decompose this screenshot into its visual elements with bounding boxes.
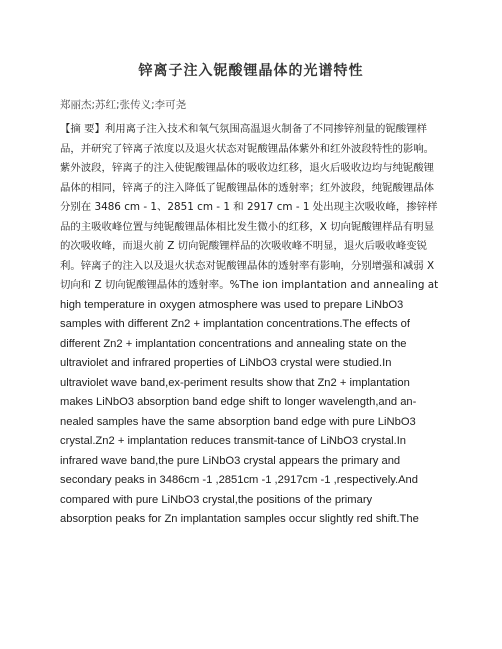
abstract-line: 紫外波段，锌离子的注入使铌酸锂晶体的吸收边红移，退火后吸收边均与纯铌酸锂	[60, 162, 435, 174]
abstract-line: absorption peaks for Zn implantation samples occur slightly red shift.The	[60, 513, 419, 525]
abstract	[60, 120, 448, 530]
abstract-line: 品，并研究了锌离子浓度以及退火状态对铌酸锂晶体紫外和红外波段特性的影响。	[60, 142, 435, 155]
abstract-line: secondary peaks in 3486cm -1 ,2851cm -1 ,2917cm -1 ,respectively.And	[60, 474, 418, 486]
abstract-line: makes LiNbO3 absorption band edge shift to longer wavelength,and an-	[60, 396, 417, 408]
abstract-line: nealed samples have the same absorption band edge with pure LiNbO3	[60, 415, 416, 428]
abstract-line: samples with different Zn2 + implantation concentrations.The effects of	[60, 318, 411, 330]
abstract-line: 【摘 要】利用离子注入技术和氧气氛围高温退火制备了不同掺锌剂量的铌酸锂样	[60, 123, 427, 135]
abstract-line: infrared wave band,the pure LiNbO3 crystal appears the primary and	[60, 454, 401, 467]
abstract-line: high temperature in oxygen atmosphere was used to prepare LiNbO3	[60, 298, 404, 311]
abstract-line: different Zn2 + implantation concentrations and annealing state on the	[60, 337, 407, 350]
abstract-line: ultraviolet wave band,ex-periment results show that Zn2 + implantation	[60, 376, 410, 389]
paper-authors: 郑丽杰;苏红;张传义;李可尧	[60, 99, 187, 111]
abstract-line: 切向和 Z 切向铌酸锂晶体的透射率。%The ion implantation and annealing at	[60, 279, 439, 291]
abstract-line: crystal.Zn2 + implantation reduces transmit-tance of LiNbO3 crystal.In	[60, 435, 407, 447]
abstract-line: 品的主吸收峰位置与纯铌酸锂晶体相比发生微小的红移，X 切向铌酸锂样品有明显	[60, 220, 435, 233]
abstract-line: 分别在 3486 cm - 1、2851 cm - 1 和 2917 cm - 1 处出现主次吸收峰，掺锌样	[60, 201, 438, 213]
abstract-line: 晶体的相同，锌离子的注入降低了铌酸锂晶体的透射率；红外波段，纯铌酸锂晶体	[60, 181, 435, 194]
abstract-line: compared with pure LiNbO3 crystal,the positions of the primary	[60, 493, 373, 506]
abstract-line: 的次吸收峰，而退火前 Z 切向铌酸锂样品的次吸收峰不明显，退火后吸收峰变锐	[60, 240, 428, 252]
abstract-line: ultraviolet and infrared properties of LiNbO3 crystal were studied.In	[60, 357, 392, 369]
paper-title: 锌离子注入铌酸锂晶体的光谱特性	[138, 63, 364, 79]
abstract-line: 利。锌离子的注入以及退火状态对铌酸锂晶体的透射率有影响，分别增强和减弱 X	[60, 259, 435, 272]
